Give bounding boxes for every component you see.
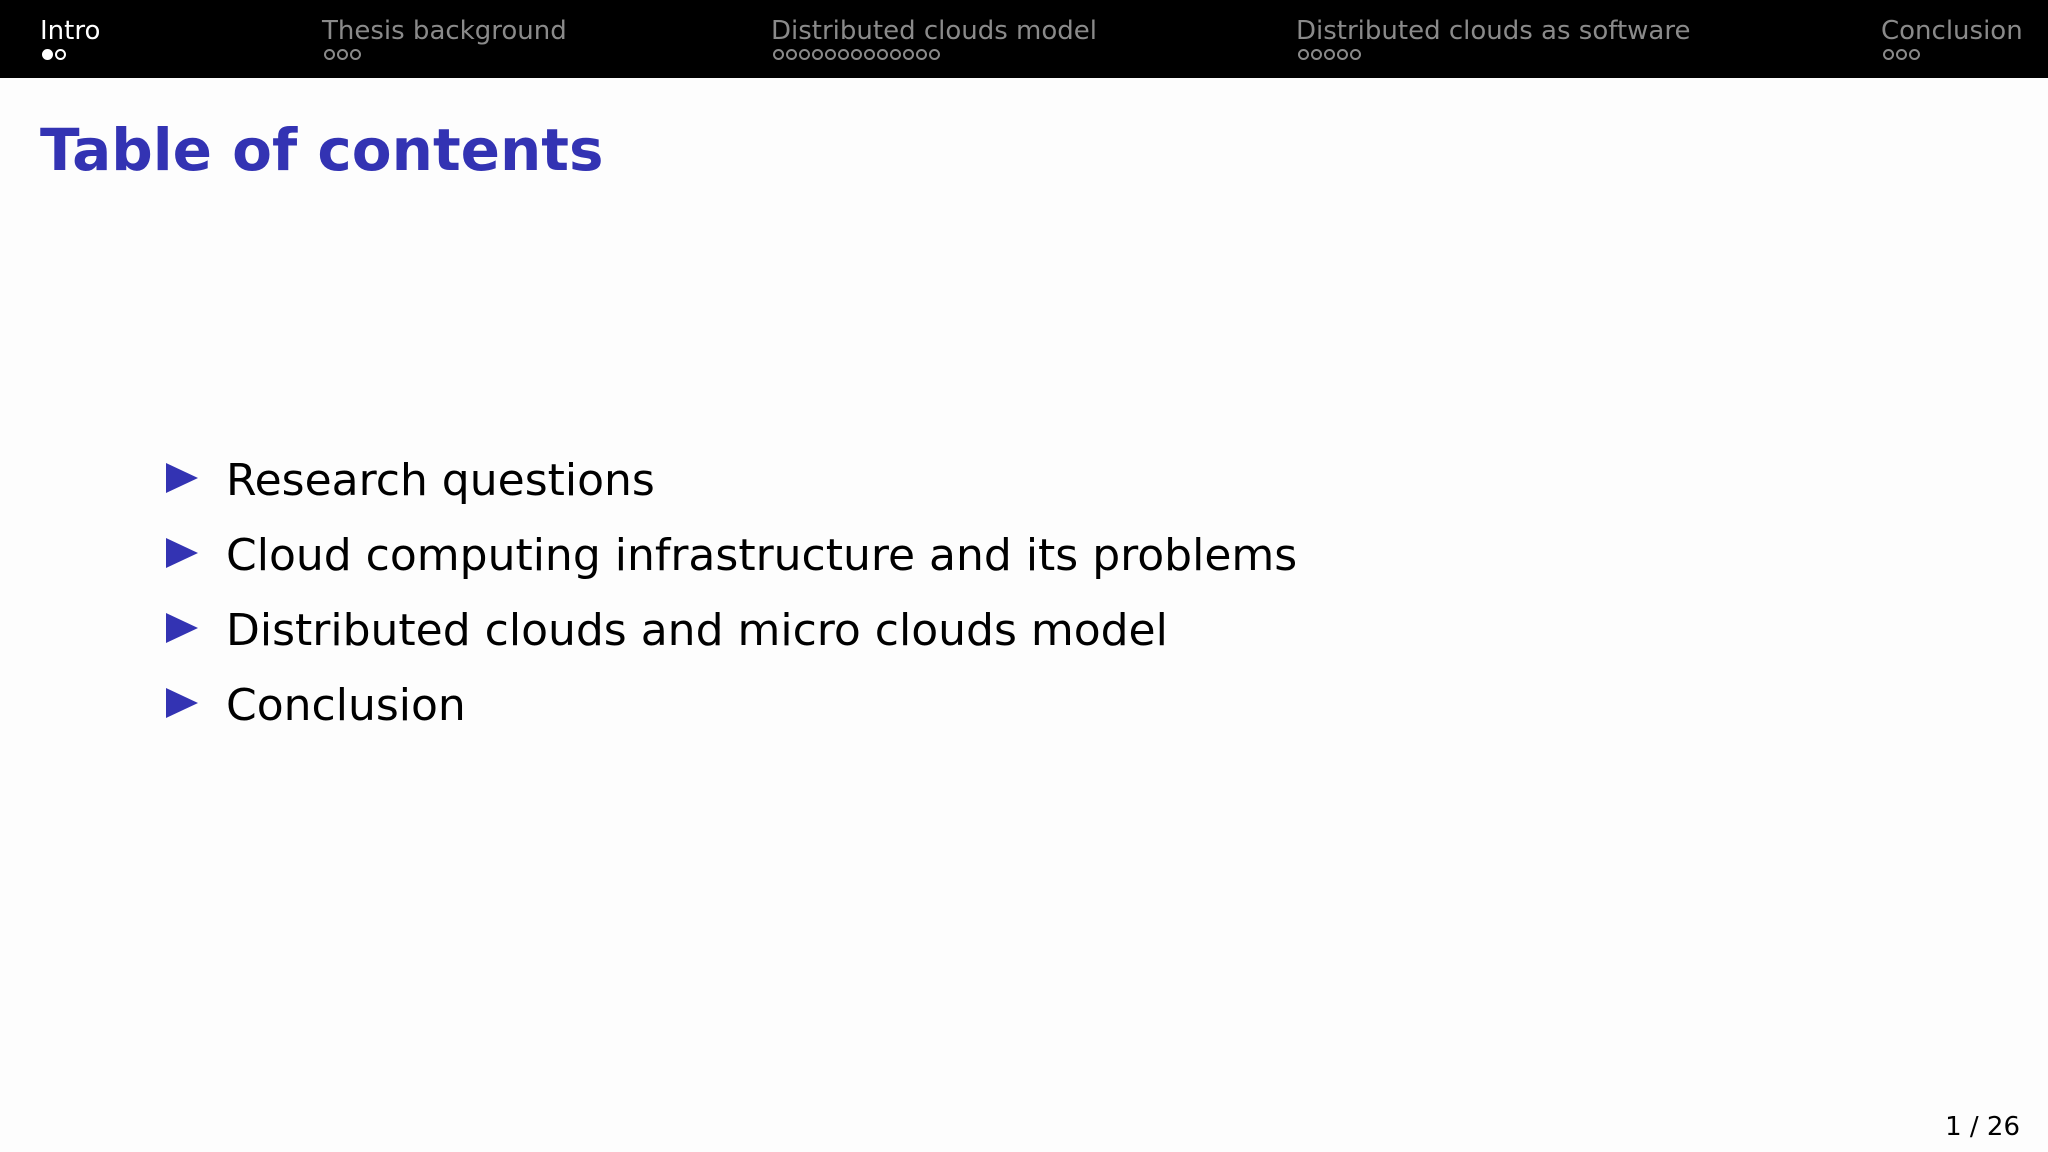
circle-icon[interactable]	[1311, 49, 1322, 60]
circle-icon[interactable]	[1909, 49, 1920, 60]
circle-icon[interactable]	[1883, 49, 1894, 60]
slide-dots	[1296, 49, 1690, 60]
circle-icon[interactable]	[42, 49, 53, 60]
circle-icon[interactable]	[55, 49, 66, 60]
page-title: Table of contents	[40, 116, 604, 184]
toc-item[interactable]	[166, 443, 1297, 518]
nav-section-title[interactable]: Distributed clouds as software	[1296, 16, 1691, 46]
toc-item[interactable]	[166, 593, 1297, 668]
circle-icon[interactable]	[1896, 49, 1907, 60]
toc-item-label: Cloud computing infrastructure and its problems	[226, 529, 1298, 581]
circle-icon[interactable]	[324, 49, 335, 60]
nav-section-conclusion[interactable]	[1881, 14, 2023, 60]
circle-icon[interactable]	[825, 49, 836, 60]
section-navigation-bar	[0, 0, 2048, 78]
triangle-right-icon	[166, 463, 198, 493]
circle-icon[interactable]	[903, 49, 914, 60]
slide-dots	[40, 49, 100, 60]
nav-section-thesis-background[interactable]	[322, 14, 567, 60]
circle-icon[interactable]	[916, 49, 927, 60]
nav-section-intro[interactable]	[40, 14, 100, 60]
circle-icon[interactable]	[812, 49, 823, 60]
toc-item-label: Research questions	[226, 454, 655, 506]
toc-item-label: Conclusion	[226, 679, 466, 731]
nav-section-title[interactable]: Distributed clouds model	[771, 16, 1098, 46]
toc-item[interactable]	[166, 668, 1297, 743]
circle-icon[interactable]	[890, 49, 901, 60]
triangle-right-icon	[166, 613, 198, 643]
circle-icon[interactable]	[337, 49, 348, 60]
slide-dots	[1881, 49, 2023, 60]
triangle-right-icon	[166, 538, 198, 568]
circle-icon[interactable]	[1324, 49, 1335, 60]
toc-item-label: Distributed clouds and micro clouds model	[226, 604, 1168, 656]
slide-dots	[322, 49, 567, 60]
circle-icon[interactable]	[864, 49, 875, 60]
circle-icon[interactable]	[838, 49, 849, 60]
nav-section-title[interactable]: Intro	[40, 16, 101, 46]
slide-dots	[771, 49, 1097, 60]
nav-section-title[interactable]: Thesis background	[322, 16, 567, 46]
toc-item[interactable]	[166, 518, 1297, 593]
nav-section-distributed-clouds-as-software[interactable]	[1296, 14, 1690, 60]
circle-icon[interactable]	[1337, 49, 1348, 60]
circle-icon[interactable]	[786, 49, 797, 60]
page-number: 1 / 26	[1945, 1112, 2020, 1142]
nav-section-title[interactable]: Conclusion	[1881, 16, 2023, 46]
circle-icon[interactable]	[929, 49, 940, 60]
circle-icon[interactable]	[1350, 49, 1361, 60]
circle-icon[interactable]	[773, 49, 784, 60]
triangle-right-icon	[166, 688, 198, 718]
nav-section-distributed-clouds-model[interactable]	[771, 14, 1097, 60]
circle-icon[interactable]	[877, 49, 888, 60]
circle-icon[interactable]	[799, 49, 810, 60]
circle-icon[interactable]	[350, 49, 361, 60]
circle-icon[interactable]	[1298, 49, 1309, 60]
circle-icon[interactable]	[851, 49, 862, 60]
table-of-contents	[166, 443, 1297, 743]
